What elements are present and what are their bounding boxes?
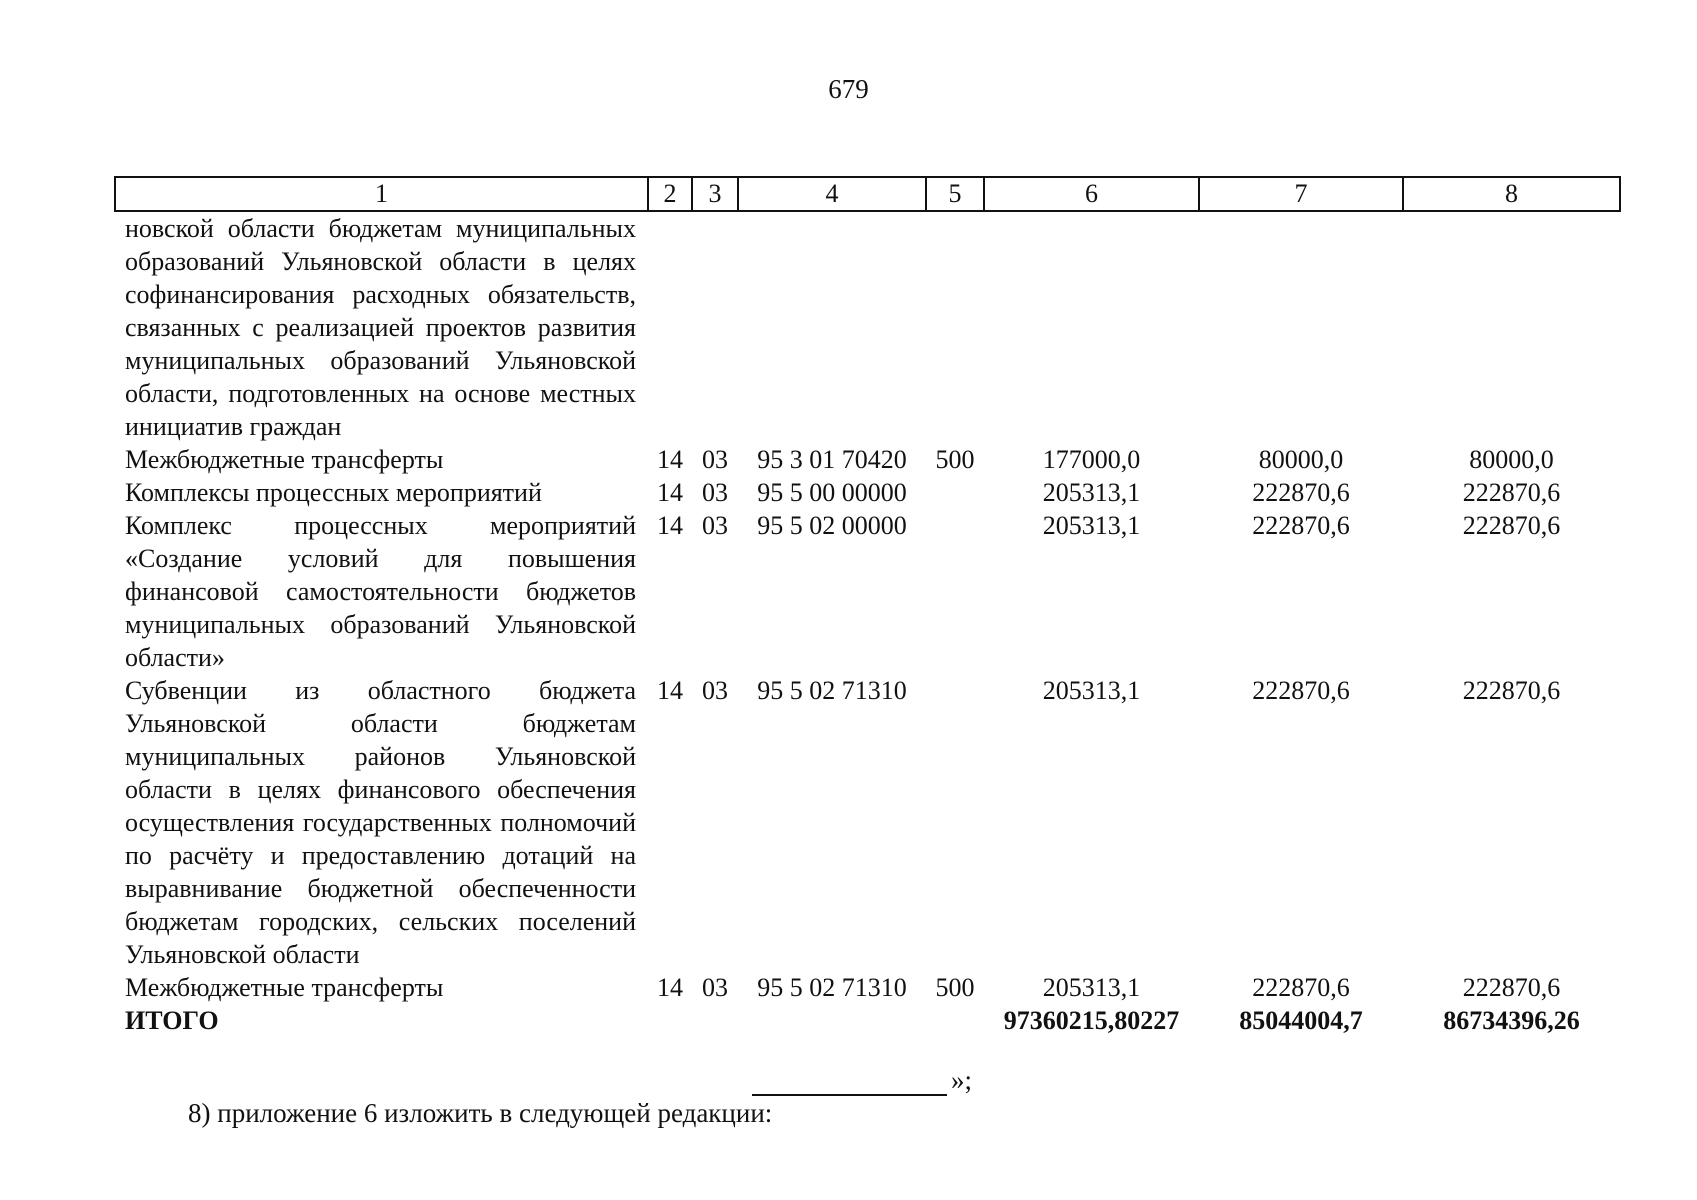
cell-expense-type: 500 xyxy=(935,445,975,474)
cell-amount-7: 80000,0 xyxy=(1258,445,1344,474)
cell-target-code: 95 5 00 00000 xyxy=(757,478,907,507)
table-row xyxy=(115,443,1620,476)
row-name: Комплекс процессных мероприятий «Создание условий для повышения финансовой самостоятельности бюджетов муниципальных образований Ульяновской области» xyxy=(125,511,636,672)
table-row xyxy=(115,509,1620,674)
cell-expense-type xyxy=(926,211,984,443)
cell-subsection: 03 xyxy=(702,478,728,507)
cell-amount-6: 205313,1 xyxy=(1042,511,1141,540)
cell-amount-6: 205313,1 xyxy=(1042,676,1141,705)
header-cell: 1 xyxy=(115,177,648,211)
cell-expense-type: 500 xyxy=(935,973,975,1002)
header-cell: 2 xyxy=(648,177,692,211)
cell-amount-8 xyxy=(1403,211,1620,443)
total-row xyxy=(115,1004,1620,1037)
signature-rule xyxy=(752,1070,947,1096)
table-row xyxy=(115,211,1620,443)
cell-amount-7: 222870,6 xyxy=(1252,676,1350,705)
cell-subsection xyxy=(692,211,738,443)
cell-amount-6: 205313,1 xyxy=(1042,478,1141,507)
amendment-instruction: 8) приложение 6 изложить в следующей редакции: xyxy=(188,1098,773,1128)
table-row xyxy=(115,971,1620,1004)
cell-expense-type xyxy=(926,509,984,674)
cell-amount-7: 222870,6 xyxy=(1252,973,1350,1002)
header-cell: 7 xyxy=(1199,177,1403,211)
cell-expense-type xyxy=(926,476,984,509)
header-cell: 4 xyxy=(738,177,926,211)
cell-expense-type xyxy=(926,674,984,971)
table-row xyxy=(115,476,1620,509)
cell-amount-8: 80000,0 xyxy=(1469,445,1554,474)
cell-amount-7: 222870,6 xyxy=(1252,511,1350,540)
total-label: ИТОГО xyxy=(125,1006,219,1035)
cell-target-code: 95 5 02 71310 xyxy=(757,676,907,705)
cell-amount-6: 205313,1 xyxy=(1042,973,1141,1002)
total-amount-8: 86734396,26 xyxy=(1443,1006,1580,1035)
cell-section: 14 xyxy=(657,511,683,540)
header-cell: 8 xyxy=(1403,177,1620,211)
row-name: новской области бюджетам муниципальных образований Ульяновской области в целях софинансирования расходных обязательств, связанных с реализацией проектов развития муниципальных образований Ульяновской области, подготовленных на основе местных инициатив граждан xyxy=(125,214,636,441)
cell-amount-8: 222870,6 xyxy=(1462,973,1561,1002)
cell-target-code xyxy=(738,211,926,443)
row-name: Межбюджетные трансферты xyxy=(125,973,444,1002)
budget-table xyxy=(114,176,1621,1037)
cell-subsection: 03 xyxy=(702,511,728,540)
row-name: Комплексы процессных мероприятий xyxy=(125,478,542,507)
cell-target-code: 95 3 01 70420 xyxy=(757,445,907,474)
closing-mark xyxy=(752,1065,972,1096)
table-row xyxy=(115,674,1620,971)
cell-amount-7 xyxy=(1199,211,1403,443)
cell-section: 14 xyxy=(657,676,683,705)
header-row xyxy=(115,177,1620,211)
cell-amount-6 xyxy=(984,211,1199,443)
cell-amount-8: 222870,6 xyxy=(1462,478,1561,507)
cell-target-code: 95 5 02 00000 xyxy=(757,511,907,540)
cell-section: 14 xyxy=(657,973,683,1002)
row-name: Субвенции из областного бюджета Ульяновской области бюджетам муниципальных районов Ульяновской области в целях финансового обеспечения осуществления государственных полномочий по расчёту и предоставлению дотаций на выравнивание бюджетной обеспеченности бюджетам городских, сельских поселений Ульяновской области xyxy=(125,676,636,969)
total-amount-6: 97360215,80227 xyxy=(1003,1006,1180,1035)
cell-subsection: 03 xyxy=(702,676,728,705)
cell-amount-8: 222870,6 xyxy=(1462,676,1561,705)
cell-amount-7: 222870,6 xyxy=(1252,478,1350,507)
cell-subsection: 03 xyxy=(702,445,728,474)
closing-quote: »; xyxy=(951,1065,973,1095)
cell-section: 14 xyxy=(657,445,683,474)
row-name: Межбюджетные трансферты xyxy=(125,445,444,474)
cell-amount-6: 177000,0 xyxy=(1042,445,1141,474)
header-cell: 5 xyxy=(926,177,984,211)
cell-subsection: 03 xyxy=(702,973,728,1002)
cell-section: 14 xyxy=(657,478,683,507)
total-amount-7: 85044004,7 xyxy=(1239,1006,1363,1035)
cell-target-code: 95 5 02 71310 xyxy=(757,973,907,1002)
header-cell: 6 xyxy=(984,177,1199,211)
cell-section xyxy=(648,211,692,443)
cell-amount-8: 222870,6 xyxy=(1462,511,1561,540)
header-cell: 3 xyxy=(692,177,738,211)
page-number: 679 xyxy=(828,74,869,104)
